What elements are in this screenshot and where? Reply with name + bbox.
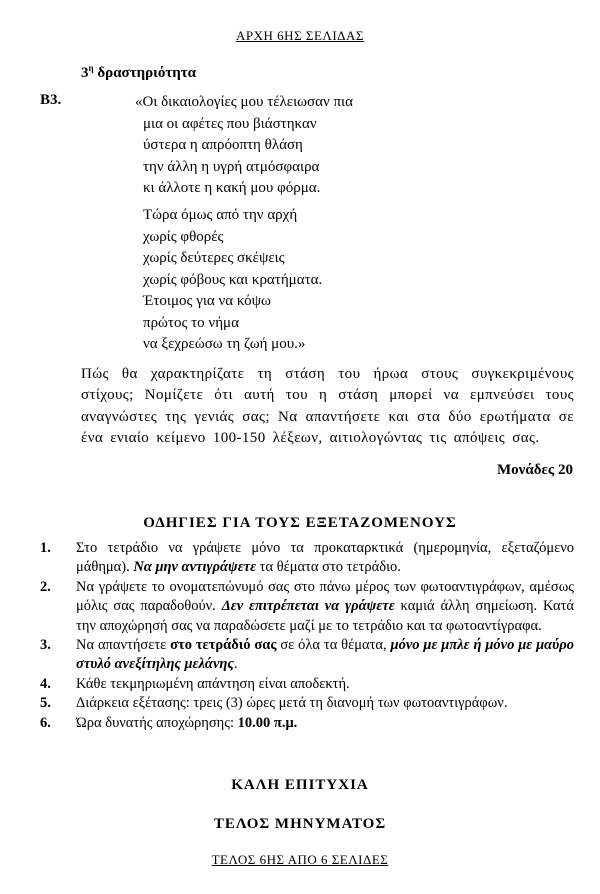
poem-line: χωρίς φθορές <box>143 228 224 245</box>
poem-line: Τώρα όμως από την αρχή <box>143 207 298 223</box>
instruction-text: . <box>233 656 238 673</box>
poem-line: χωρίς δεύτερες σκέψεις <box>143 250 285 266</box>
instruction-number: 6. <box>40 714 51 731</box>
instruction-number: 1. <box>40 540 51 556</box>
instruction-text: Να απαντήσετε <box>76 637 171 654</box>
good-luck-message: ΚΑΛΗ ΕΠΙΤΥΧΙΑ <box>231 777 369 793</box>
instruction-number: 3. <box>40 637 51 654</box>
activity-title-text: δραστηριότητα <box>93 65 197 81</box>
poem-line: πρώτος το νήμα <box>143 314 239 331</box>
instruction-text: Ώρα δυνατής αποχώρησης: <box>76 714 238 731</box>
poem-line: «Οι δικαιολογίες μου τέλειωσαν πια <box>135 94 353 110</box>
page-header: ΑΡΧΗ 6ΗΣ ΣΕΛΙΔΑΣ <box>236 28 364 43</box>
instruction-text: σε όλα τα θέματα, <box>276 637 391 654</box>
instruction-number: 4. <box>40 675 51 692</box>
poem-line: να ξεχρεώσω τη ζωή μου.» <box>143 336 306 352</box>
instruction-emphasis: μόνο με μπλε ή μόνο με μαύρο στυλό ανεξίτηλης μελάνης <box>76 637 574 673</box>
points-label: Μονάδες 20 <box>496 462 573 478</box>
instruction-emphasis: 10.00 π.μ. <box>237 714 298 731</box>
poem-line: ύστερα η απρόοπτη θλάση <box>143 137 303 153</box>
poem-line: Έτοιμος για να κόψω <box>143 293 271 309</box>
instruction-text: Στο τετράδιο να γράψετε μόνο τα προκαταρκτικά (ημερομηνία, εξεταζόμενο μάθημα). <box>76 540 574 576</box>
activity-number: 3 <box>81 65 89 81</box>
end-of-message: ΤΕΛΟΣ ΜΗΝΥΜΑΤΟΣ <box>213 816 387 832</box>
poem-line: την άλλη η υγρή ατμόσφαιρα <box>143 158 320 175</box>
instruction-emphasis: στο τετράδιό σας <box>170 637 277 654</box>
activity-title <box>81 63 196 82</box>
poem-stanza-1 <box>135 92 353 200</box>
instruction-item <box>40 636 574 675</box>
instruction-emphasis: Να μην αντιγράψετε <box>133 559 257 576</box>
activity-superscript: η <box>88 63 94 73</box>
question-prompt: Πώς θα χαρακτηρίζατε τη στάση του ήρωα στους συγκεκριμένους στίχους; Νομίζετε ότι αυτή του η στάση μπορεί να εμπνεύσει τους αναγνώστες της γενιάς σας; Να απαντήσετε και στα δύο ερωτήματα σε ένα ενιαίο κείμενο 100-150 λέξεων, αιτιολογώντας τις απόψεις σας. <box>81 366 574 447</box>
instruction-item <box>40 675 574 694</box>
poem-line: χωρίς φόβους και κρατήματα. <box>143 271 323 288</box>
instruction-text: καμιά άλλη σημείωση. Κατά την αποχώρησή σας να παραδώσετε μαζί με το τετράδιο και τα φωτοαντίγραφα. <box>76 598 574 634</box>
instruction-item <box>40 694 574 713</box>
instructions-list <box>40 539 574 733</box>
instruction-number: 2. <box>40 578 51 595</box>
instruction-number: 5. <box>40 695 51 712</box>
instruction-item <box>40 578 574 636</box>
instructions-title: ΟΔΗΓΙΕΣ ΓΙΑ ΤΟΥΣ ΕΞΕΤΑΖΟΜΕΝΟΥΣ <box>143 515 457 531</box>
instruction-text: Κάθε τεκμηριωμένη απάντηση είναι αποδεκτή. <box>76 675 350 692</box>
instruction-text: τα θέματα στο τετράδιο. <box>256 559 401 576</box>
instruction-text: Διάρκεια εξέτασης: τρεις (3) ώρες μετά τη διανομή των φωτοαντιγράφων. <box>76 695 508 712</box>
instruction-item <box>40 714 574 733</box>
poem-stanza-2 <box>135 205 322 356</box>
poem-line: κι άλλοτε η κακή μου φόρμα. <box>143 180 321 196</box>
instruction-item <box>40 539 574 578</box>
instruction-emphasis: Δεν επιτρέπεται να γράψετε <box>221 598 395 615</box>
page-footer: ΤΕΛΟΣ 6ΗΣ ΑΠΟ 6 ΣΕΛΙΔΕΣ <box>211 852 389 867</box>
poem-line: μια οι αφέτες που βιάστηκαν <box>143 115 317 132</box>
question-label: Β3. <box>40 92 62 108</box>
instruction-text: Να γράψετε το ονοματεπώνυμό σας στο πάνω μέρος των φωτοαντιγράφων, αμέσως μόλις σας παραδοθούν. <box>76 578 574 615</box>
